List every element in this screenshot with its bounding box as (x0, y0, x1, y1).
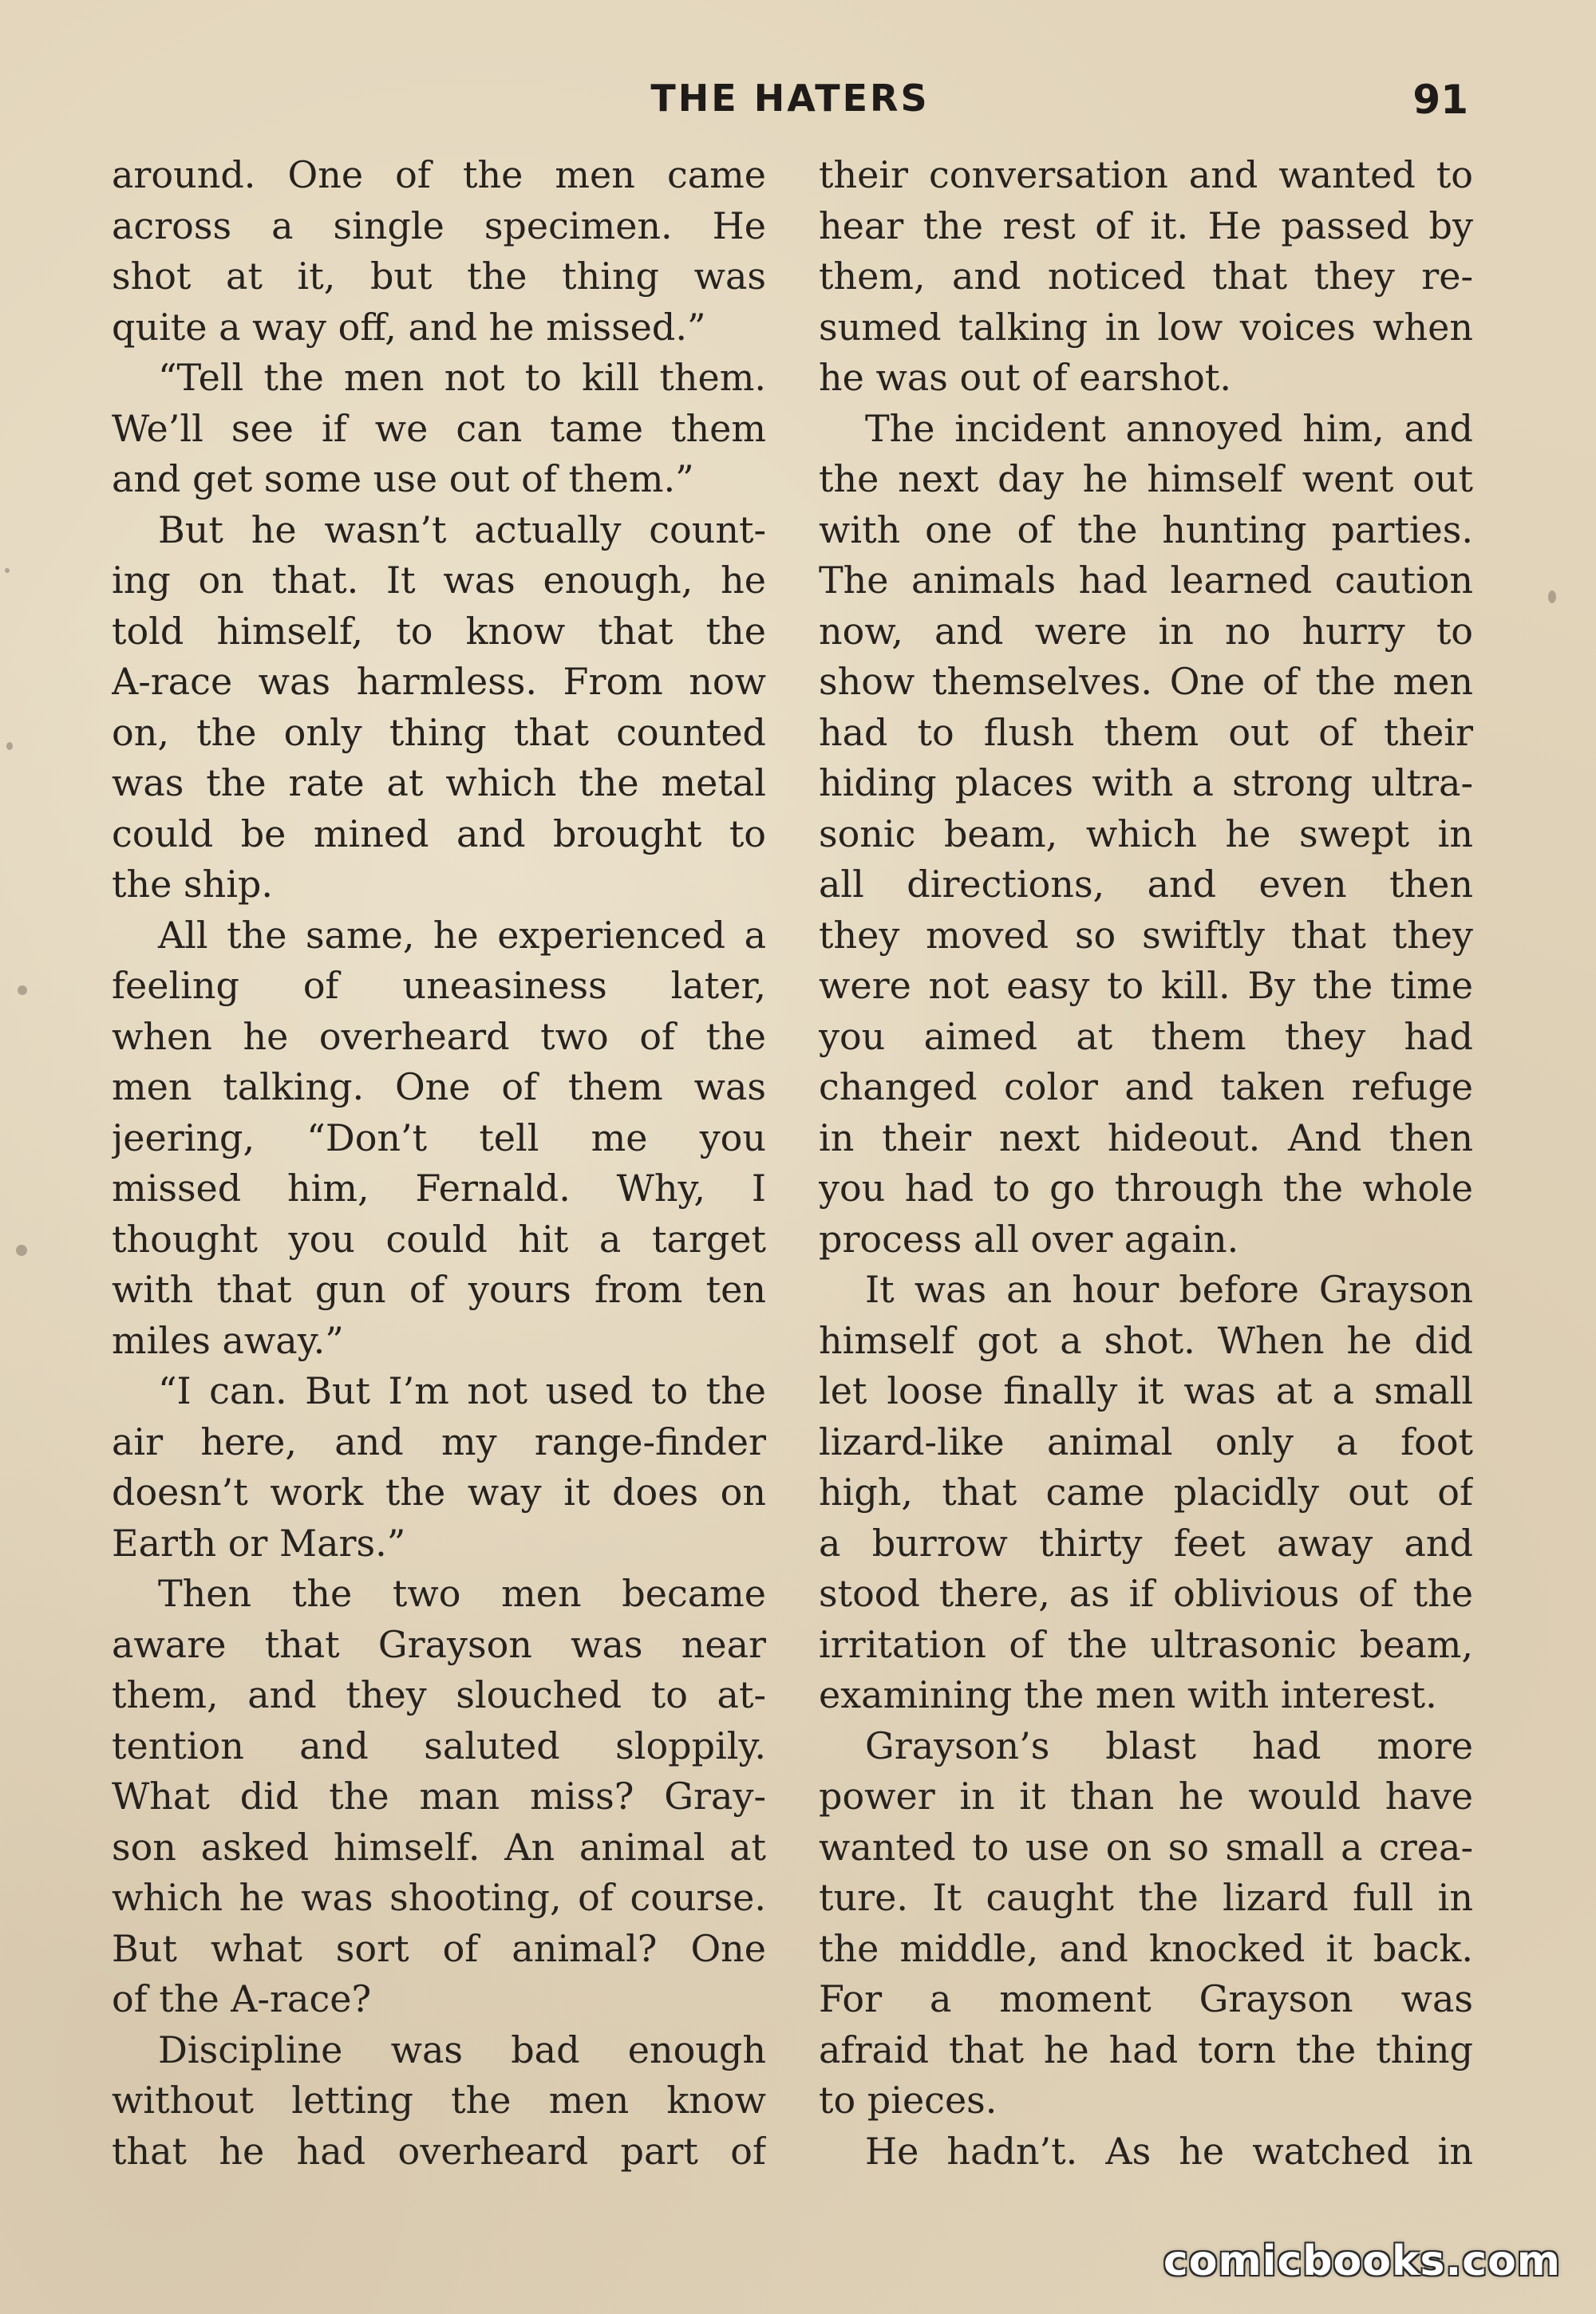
text-line: which he was shooting, of course. (112, 1876, 766, 1919)
text-line: in their next hideout. And then (819, 1116, 1473, 1159)
text-line: sumed talking in low voices when (819, 305, 1473, 349)
text-line: ture. It caught the lizard full in (819, 1876, 1473, 1919)
running-head: THE HATERS (650, 77, 930, 120)
text-line: now, and were in no hurry to (819, 609, 1473, 653)
text-line: examining the men with interest. (819, 1673, 1437, 1716)
text-line: “I can. But I’m not used to the (158, 1369, 766, 1412)
text-line: their conversation and wanted to (819, 153, 1473, 196)
text-line: quite a way off, and he missed.” (112, 305, 706, 349)
text-line: But what sort of animal? One (112, 1926, 766, 1970)
text-line: wanted to use on so small a crea- (819, 1825, 1473, 1869)
text-line: The incident annoyed him, and (865, 406, 1473, 450)
text-line: miles away.” (112, 1318, 344, 1362)
watermark: comicbooks.com (1163, 2237, 1561, 2285)
page-header (112, 77, 1468, 132)
text-line: high, that came placidly out of (819, 1471, 1473, 1514)
paper-speck (6, 742, 13, 750)
paper-speck (16, 1245, 27, 1256)
text-line: Then the two men became (158, 1572, 766, 1615)
text-line: told himself, to know that the (112, 609, 766, 653)
text-line: thought you could hit a target (112, 1217, 766, 1261)
text-line: a burrow thirty feet away and (819, 1521, 1473, 1565)
text-line: But he wasn’t actually count- (158, 507, 766, 551)
text-line: hear the rest of it. He passed by (819, 203, 1473, 247)
text-line: afraid that he had torn the thing (819, 2028, 1473, 2071)
text-line: He hadn’t. As he watched in (865, 2129, 1473, 2173)
text-line: All the same, he experienced a (158, 913, 766, 957)
text-line: Grayson’s blast had more (865, 1724, 1473, 1767)
text-line: Discipline was bad enough (158, 2028, 766, 2071)
paper-speck (5, 568, 10, 573)
left-text-column (112, 150, 766, 2177)
text-line: them, and they slouched to at- (112, 1673, 766, 1716)
page-number: 91 (1412, 77, 1468, 123)
text-line: the next day he himself went out (819, 457, 1473, 500)
text-line: of the A-race? (112, 1977, 372, 2020)
text-line: doesn’t work the way it does on (112, 1471, 766, 1514)
text-line: It was an hour before Grayson (865, 1268, 1473, 1311)
text-line: he was out of earshot. (819, 356, 1231, 399)
text-line: that he had overheard part of (112, 2129, 766, 2173)
text-line: they moved so swiftly that they (819, 913, 1473, 957)
text-line: you had to go through the whole (819, 1167, 1473, 1210)
text-line: air here, and my range-finder (112, 1420, 766, 1463)
text-line: lizard-like animal only a foot (819, 1420, 1473, 1463)
text-line: What did the man miss? Gray- (112, 1775, 766, 1818)
text-line: himself got a shot. When he did (819, 1318, 1473, 1362)
text-line: across a single specimen. He (112, 203, 766, 247)
text-line: For a moment Grayson was (819, 1977, 1473, 2020)
text-line: aware that Grayson was near (112, 1622, 766, 1666)
text-line: with that gun of yours from ten (112, 1268, 766, 1311)
text-line: had to flush them out of their (819, 710, 1473, 754)
text-line: let loose finally it was at a small (819, 1369, 1473, 1412)
text-line: irritation of the ultrasonic beam, (819, 1622, 1473, 1666)
right-text-column (819, 150, 1473, 2177)
text-line: jeering, “Don’t tell me you (112, 1116, 766, 1159)
text-line: “Tell the men not to kill them. (158, 356, 766, 399)
text-line: on, the only thing that counted (112, 710, 766, 754)
text-line: power in it than he would have (819, 1775, 1473, 1818)
text-line: hiding places with a strong ultra- (819, 761, 1473, 804)
text-line: feeling of uneasiness later, (112, 964, 766, 1007)
text-line: the ship. (112, 863, 273, 906)
text-line: missed him, Fernald. Why, I (112, 1167, 766, 1210)
text-line: sonic beam, which he swept in (819, 811, 1473, 855)
text-line: stood there, as if oblivious of the (819, 1572, 1473, 1615)
text-line: show themselves. One of the men (819, 660, 1473, 703)
text-line: changed color and taken refuge (819, 1065, 1473, 1108)
text-line: them, and noticed that they re- (819, 255, 1473, 298)
text-line: A-race was harmless. From now (112, 660, 766, 703)
text-line: tention and saluted sloppily. (112, 1724, 766, 1767)
text-line: the middle, and knocked it back. (819, 1926, 1473, 1970)
paper-speck (1548, 590, 1556, 603)
text-line: to pieces. (819, 2079, 998, 2122)
text-line: could be mined and brought to (112, 811, 766, 855)
text-line: son asked himself. An animal at (112, 1825, 766, 1869)
text-line: The animals had learned caution (819, 559, 1473, 602)
text-line: when he overheard two of the (112, 1014, 766, 1058)
text-line: shot at it, but the thing was (112, 255, 766, 298)
text-line: were not easy to kill. By the time (819, 964, 1473, 1007)
text-line: men talking. One of them was (112, 1065, 766, 1108)
paper-speck (18, 985, 27, 995)
text-line: around. One of the men came (112, 153, 766, 196)
text-line: without letting the men know (112, 2079, 766, 2122)
text-line: with one of the hunting parties. (819, 507, 1473, 551)
text-line: and get some use out of them.” (112, 457, 694, 500)
text-line: you aimed at them they had (819, 1014, 1473, 1058)
text-line: ing on that. It was enough, he (112, 559, 766, 602)
text-line: all directions, and even then (819, 863, 1473, 906)
text-line: We’ll see if we can tame them (112, 406, 766, 450)
text-line: Earth or Mars.” (112, 1521, 406, 1565)
text-line: was the rate at which the metal (112, 761, 766, 804)
text-line: process all over again. (819, 1217, 1239, 1261)
